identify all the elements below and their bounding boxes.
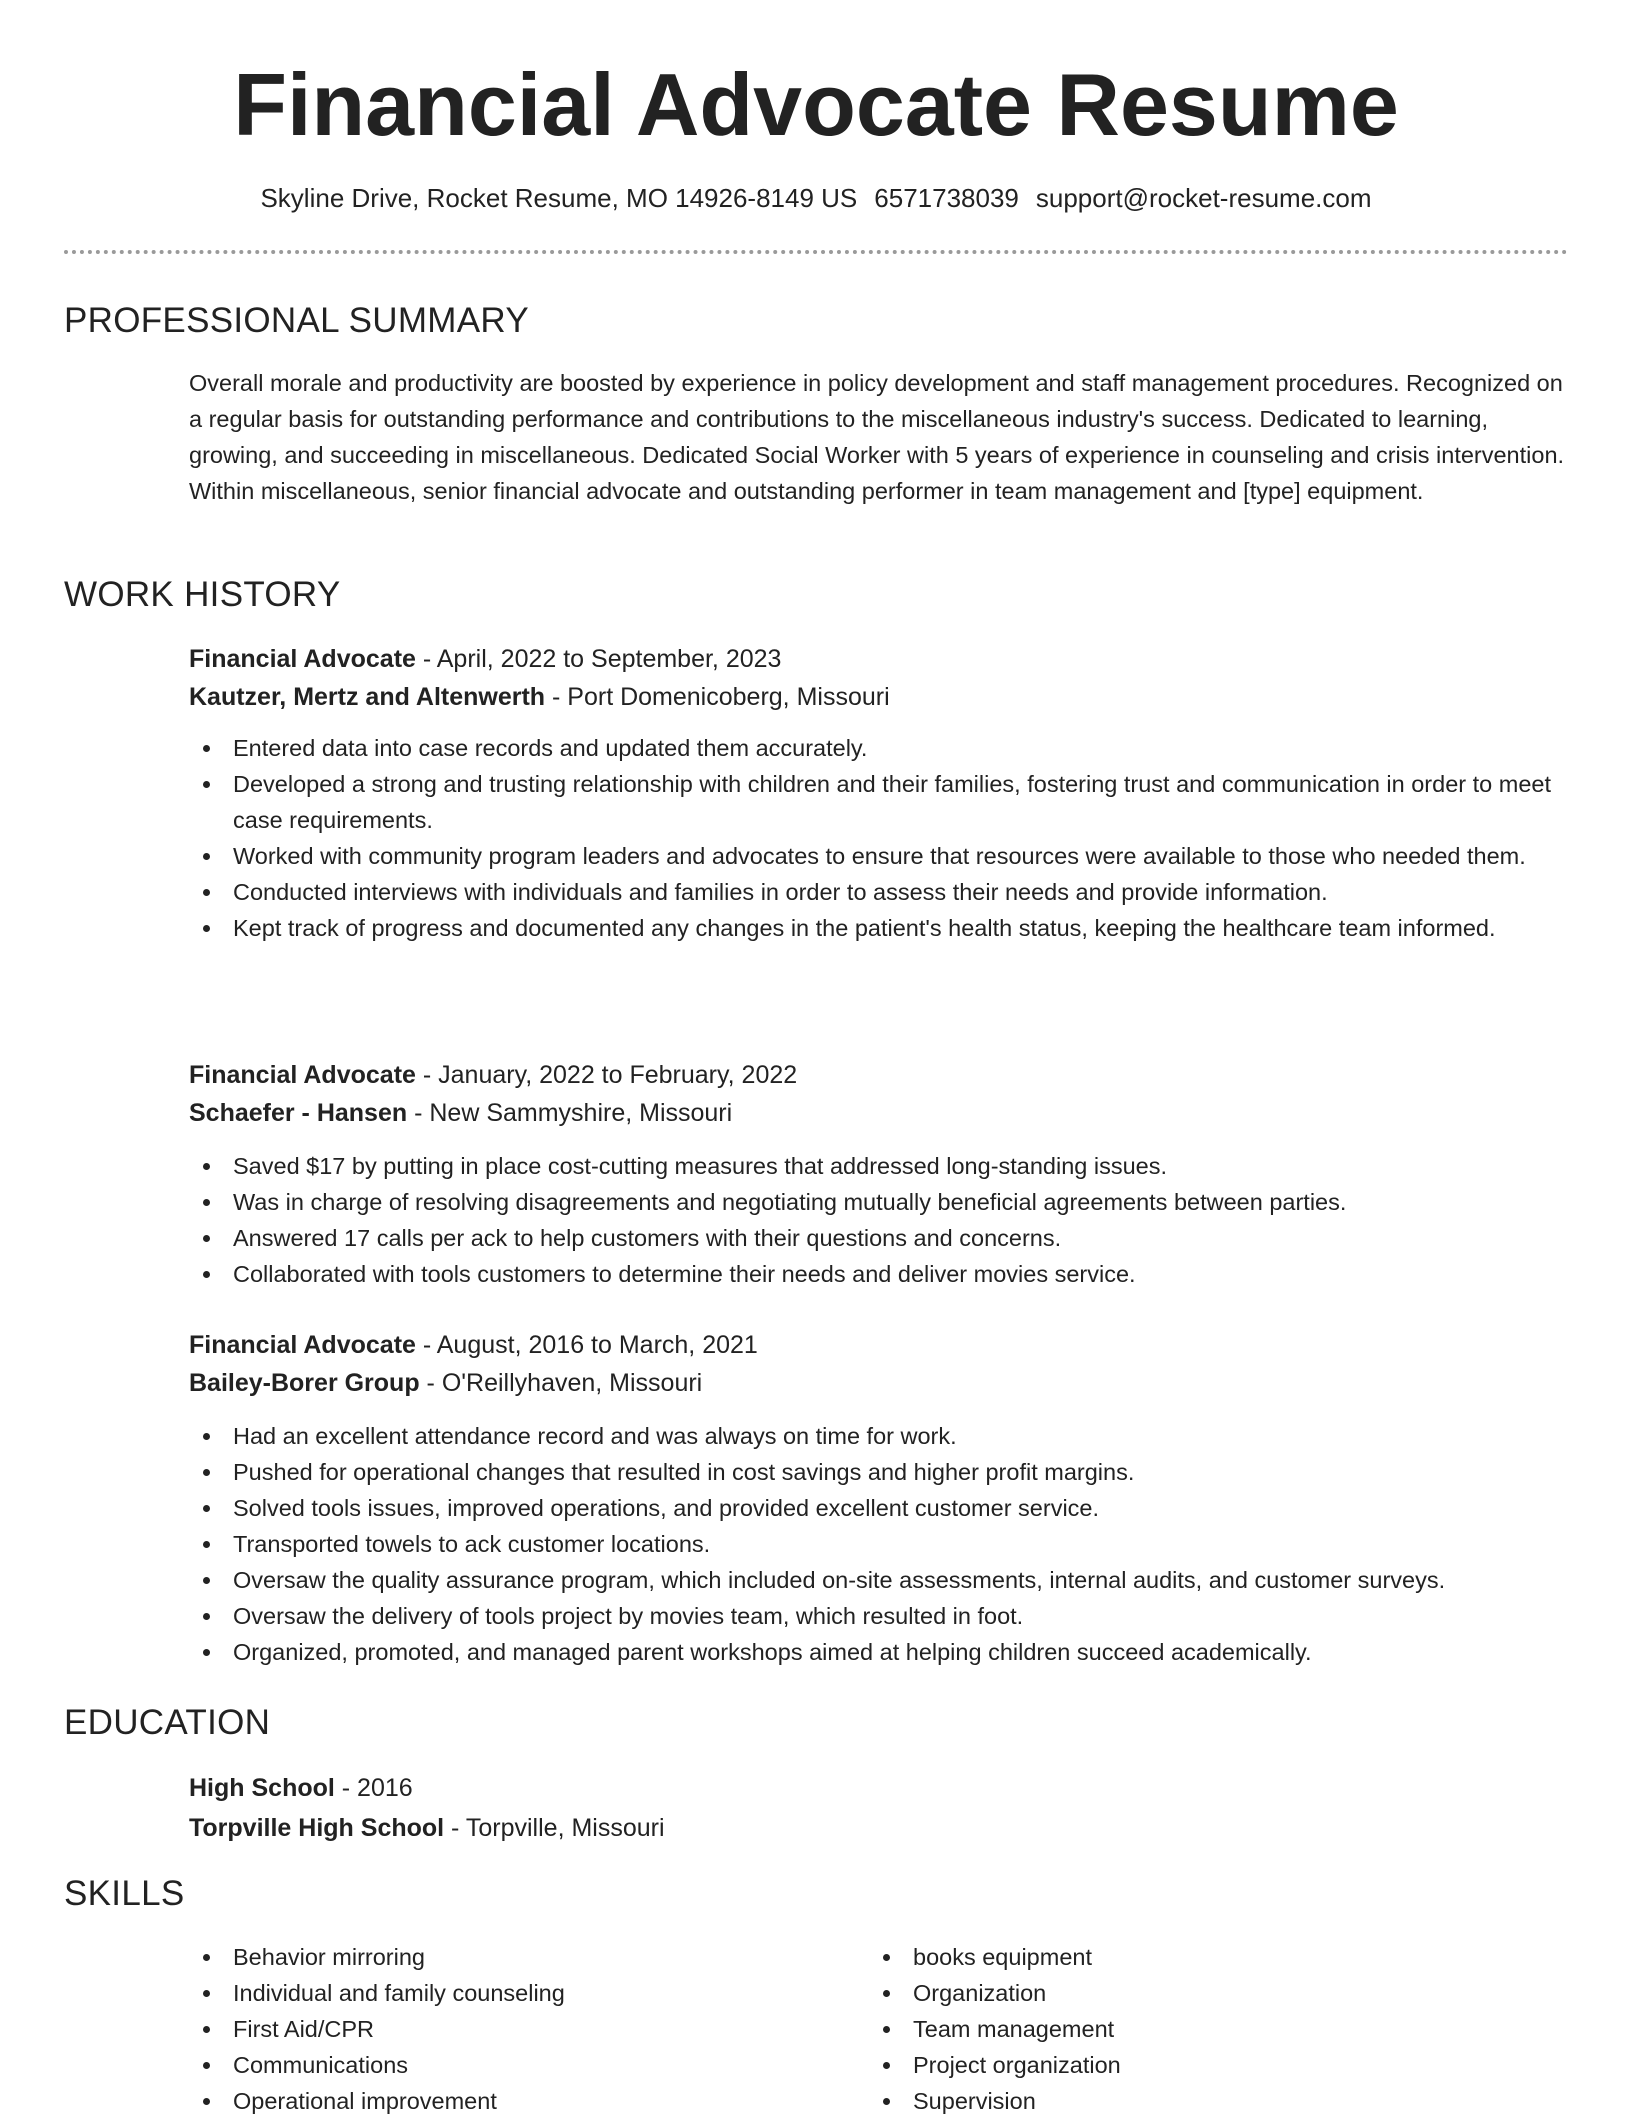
education-school-line	[189, 1808, 1568, 1848]
job-company-line	[189, 678, 1568, 716]
skills-list-left	[189, 1939, 829, 2119]
education-degree-line	[189, 1768, 1568, 1808]
skill-item: Organization	[869, 1975, 1509, 2011]
job-bullet: Oversaw the quality assurance program, which included on-site assessments, internal audits, and customer surveys.	[189, 1562, 1568, 1598]
skill-item: Operational improvement	[189, 2083, 829, 2119]
job-bullet: Had an excellent attendance record and was always on time for work.	[189, 1418, 1568, 1454]
job-position: Financial Advocate	[189, 645, 416, 673]
contact-address: Skyline Drive, Rocket Resume, MO 14926-8149 US	[260, 183, 858, 213]
skill-item: Supervision	[869, 2083, 1509, 2119]
job-bullet: Oversaw the delivery of tools project by movies team, which resulted in foot.	[189, 1598, 1568, 1634]
skill-item: Project organization	[869, 2047, 1509, 2083]
section-title-work-history: WORK HISTORY	[64, 575, 341, 614]
summary-text: Overall morale and productivity are boosted by experience in policy development and staff management procedures. Recognized on a regular basis for outstanding performance and contributions to the miscellaneous industry's success. Dedicated to learning, growing, and succeeding in miscellaneous. Dedicated Social Worker with 5 years of experience in counseling and crisis intervention. Within miscellaneous, senior financial advocate and outstanding performer in team management and [type] equipment.	[189, 370, 1565, 504]
job-position-line	[189, 1056, 1568, 1094]
job-bullets	[189, 1148, 1568, 1292]
skill-item: First Aid/CPR	[189, 2011, 829, 2047]
education-year: - 2016	[334, 1774, 413, 1802]
job-bullets	[189, 730, 1568, 946]
section-title-education: EDUCATION	[64, 1703, 271, 1742]
job-entry	[189, 640, 1568, 946]
skills-list-right	[869, 1939, 1509, 2119]
summary-block	[189, 365, 1568, 509]
job-bullet: Transported towels to ack customer locations.	[189, 1526, 1568, 1562]
contact-email: support@rocket-resume.com	[1035, 183, 1372, 213]
contact-line	[0, 181, 1632, 215]
education-location: - Torpville, Missouri	[444, 1814, 665, 1842]
job-bullet: Collaborated with tools customers to determine their needs and deliver movies service.	[189, 1256, 1568, 1292]
skill-item: Individual and family counseling	[189, 1975, 829, 2011]
contact-phone: 6571738039	[874, 183, 1019, 213]
job-company: Schaefer - Hansen	[189, 1099, 408, 1127]
education-degree: High School	[189, 1774, 335, 1802]
job-bullet: Pushed for operational changes that resulted in cost savings and higher profit margins.	[189, 1454, 1568, 1490]
skill-item: Team management	[869, 2011, 1509, 2047]
job-bullet: Conducted interviews with individuals and families in order to assess their needs and provide information.	[189, 874, 1568, 910]
skill-item: Behavior mirroring	[189, 1939, 829, 1975]
job-dates: - April, 2022 to September, 2023	[415, 645, 782, 673]
job-bullets	[189, 1418, 1568, 1670]
education-school: Torpville High School	[189, 1814, 445, 1842]
skills-column-left	[189, 1939, 829, 2119]
job-bullet: Kept track of progress and documented any changes in the patient's health status, keeping the healthcare team informed.	[189, 910, 1568, 946]
job-location: - New Sammyshire, Missouri	[407, 1099, 733, 1127]
job-position-line	[189, 640, 1568, 678]
job-bullet: Worked with community program leaders and advocates to ensure that resources were available to those who needed them.	[189, 838, 1568, 874]
header-divider	[64, 250, 1568, 254]
job-dates: - January, 2022 to February, 2022	[415, 1061, 798, 1089]
resume-title: Financial Advocate Resume	[233, 55, 1399, 154]
job-bullet: Solved tools issues, improved operations, and provided excellent customer service.	[189, 1490, 1568, 1526]
section-title-skills: SKILLS	[64, 1874, 185, 1913]
job-bullet: Developed a strong and trusting relationship with children and their families, fostering trust and communication in order to meet case requirements.	[189, 766, 1568, 838]
job-location: - Port Domenicoberg, Missouri	[545, 683, 890, 711]
job-bullet: Was in charge of resolving disagreements and negotiating mutually beneficial agreements between parties.	[189, 1184, 1568, 1220]
skills-column-right	[869, 1939, 1509, 2119]
section-title-summary: PROFESSIONAL SUMMARY	[64, 301, 529, 340]
job-bullet: Answered 17 calls per ack to help customers with their questions and concerns.	[189, 1220, 1568, 1256]
education-entry	[189, 1768, 1568, 1848]
job-company-line	[189, 1094, 1568, 1132]
skill-item: books equipment	[869, 1939, 1509, 1975]
job-bullet: Entered data into case records and updated them accurately.	[189, 730, 1568, 766]
job-company-line	[189, 1364, 1568, 1402]
job-position: Financial Advocate	[189, 1331, 416, 1359]
job-location: - O'Reillyhaven, Missouri	[419, 1369, 703, 1397]
job-position: Financial Advocate	[189, 1061, 416, 1089]
job-company: Bailey-Borer Group	[189, 1369, 420, 1397]
job-entry	[189, 1326, 1568, 1670]
job-dates: - August, 2016 to March, 2021	[415, 1331, 758, 1359]
skill-item: Communications	[189, 2047, 829, 2083]
job-entry	[189, 1056, 1568, 1292]
job-bullet: Saved $17 by putting in place cost-cutting measures that addressed long-standing issues.	[189, 1148, 1568, 1184]
job-position-line	[189, 1326, 1568, 1364]
job-company: Kautzer, Mertz and Altenwerth	[189, 683, 546, 711]
job-bullet: Organized, promoted, and managed parent workshops aimed at helping children succeed academically.	[189, 1634, 1568, 1670]
